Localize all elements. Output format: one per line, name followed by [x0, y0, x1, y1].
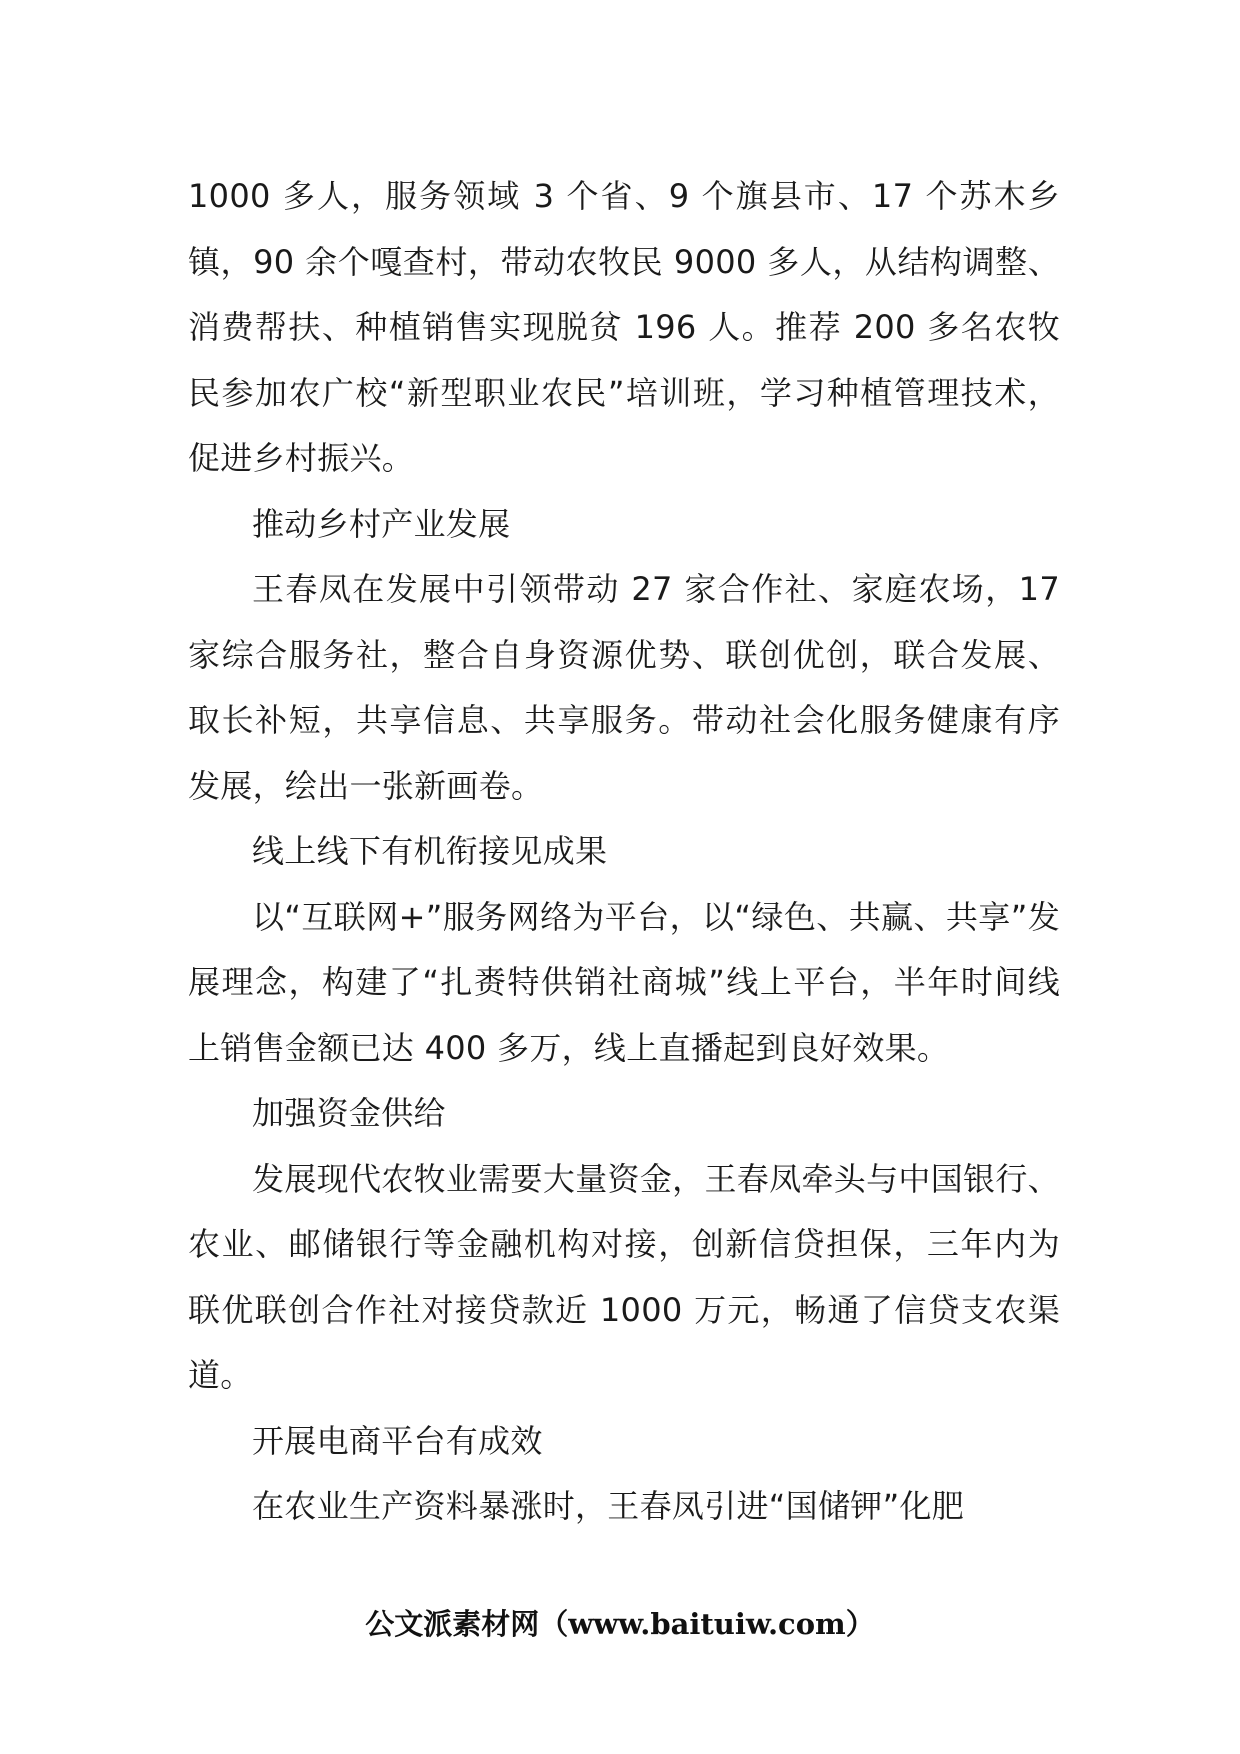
- document-body: [188, 164, 1060, 1540]
- paragraph-continuation: 1000 多人，服务领域 3 个省、9 个旗县市、17 个苏木乡镇，90 余个嘎查村，带动农牧民 9000 多人，从结构调整、消费帮扶、种植销售实现脱贫 196 人。推荐 200 多名农牧民参加农广校“新型职业农民”培训班，学习种植管理技术，促进乡村振兴。: [188, 177, 1060, 477]
- section-heading-funding: 加强资金供给: [252, 1094, 446, 1132]
- section-heading-ecommerce: 开展电商平台有成效: [252, 1421, 543, 1460]
- paragraph-rural-industry: 王春凤在发展中引领带动 27 家合作社、家庭农场，17 家综合服务社，整合自身资源优势、联创优创，联合发展、取长补短，共享信息、共享服务。带动社会化服务健康有序发展，绘出一张新画卷。: [188, 570, 1060, 805]
- section-heading-online-offline: 线上线下有机衔接见成果: [252, 832, 608, 870]
- paragraph-online-offline: 以“互联网+”服务网络为平台，以“绿色、共赢、共享”发展理念，构建了“扎赉特供销社商城”线上平台，半年时间线上销售金额已达 400 多万，线上直播起到良好效果。: [188, 897, 1060, 1067]
- section-heading-rural-industry: 推动乡村产业发展: [252, 504, 511, 543]
- paragraph-ecommerce: 在农业生产资料暴涨时，王春凤引进“国储钾”化肥: [252, 1487, 965, 1525]
- page-footer: 公文派素材网（www.baituiw.com）: [365, 1607, 875, 1641]
- paragraph-funding: 发展现代农牧业需要大量资金，王春凤牵头与中国银行、农业、邮储银行等金融机构对接，创新信贷担保，三年内为联优联创合作社对接贷款近 1000 万元，畅通了信贷支农渠道。: [188, 1159, 1060, 1394]
